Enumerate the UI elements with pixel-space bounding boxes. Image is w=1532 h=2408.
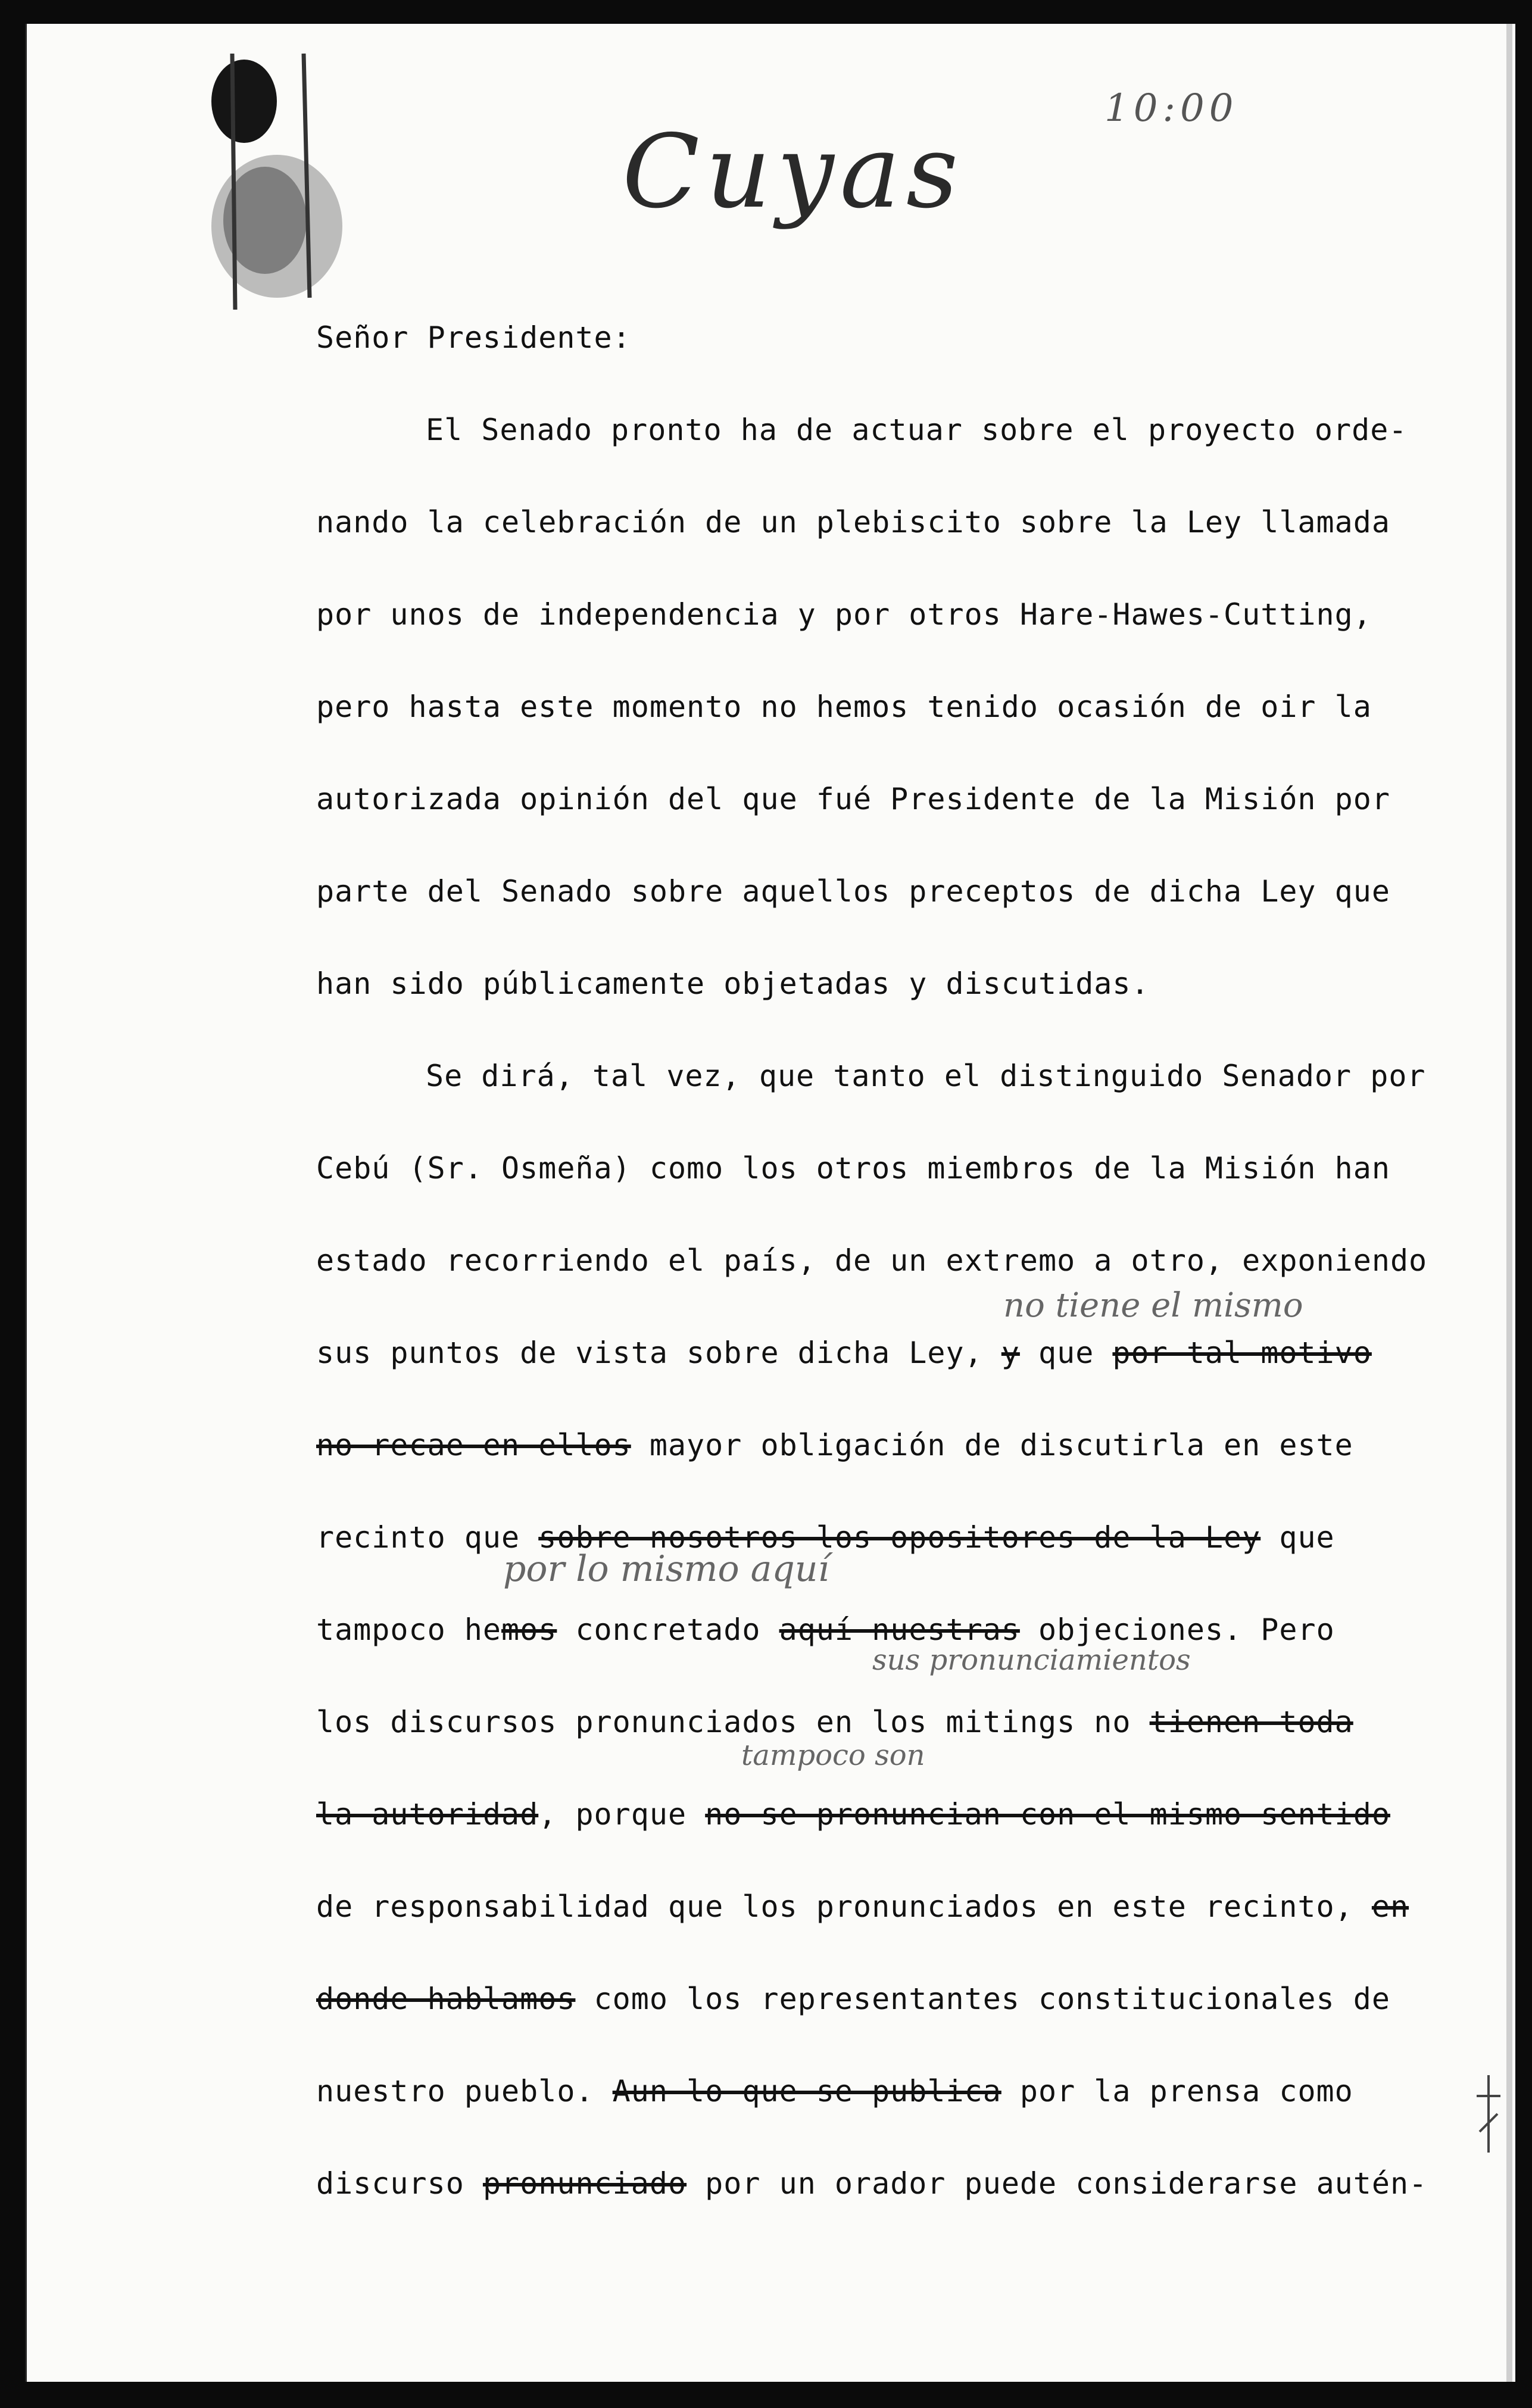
typed-text: han sido públicamente objetadas y discutidas.: [316, 966, 1150, 1001]
typed-text: autorizada opinión del que fué Presidente de la Misión por: [316, 782, 1390, 816]
struck-text: mos: [501, 1612, 557, 1647]
typed-text: Cebú (Sr. Osmeña) como los otros miembros de la Misión han: [316, 1151, 1390, 1186]
typed-text: por unos de independencia y por otros Hare-Hawes-Cutting,: [316, 597, 1372, 632]
text-line: [316, 1399, 1436, 1492]
typed-text: objeciones. Pero: [1019, 1612, 1335, 1647]
struck-text: por tal motivo: [1112, 1336, 1372, 1370]
typed-text: recinto que: [316, 1520, 539, 1555]
text-line: [316, 1307, 1436, 1399]
typed-text: mayor obligación de discutirla en este: [631, 1428, 1353, 1462]
struck-text: no se pronuncian con el mismo sentido: [705, 1797, 1390, 1832]
typed-text: estado recorriendo el país, de un extremo a otro, exponiendo: [316, 1243, 1428, 1278]
text-line: [316, 661, 1436, 753]
typed-text: concretado: [557, 1612, 779, 1647]
typed-letter-body: [316, 292, 1436, 2230]
struck-text: y: [1001, 1336, 1020, 1370]
text-line: [316, 1953, 1436, 2045]
typed-text: Se dirá, tal vez, que tanto el distinguido Senador por: [426, 1059, 1426, 1093]
typed-text: que: [1019, 1336, 1113, 1370]
margin-mark: [1468, 2072, 1509, 2156]
struck-text: en: [1371, 1889, 1409, 1924]
struck-text: pronunciado: [482, 2166, 687, 2201]
struck-text: no recae en ellos: [316, 1428, 631, 1462]
typed-text: nando la celebración de un plebiscito sobre la Ley llamada: [316, 505, 1390, 539]
typed-text: por la prensa como: [1001, 2074, 1353, 2108]
margin-insertion: no tiene el mismo: [1003, 1286, 1303, 1325]
struck-text: donde hablamos: [316, 1982, 576, 2016]
page-edge: [1506, 24, 1512, 2382]
typed-text: sus puntos de vista sobre dicha Ley,: [316, 1336, 1001, 1370]
text-line: [316, 938, 1436, 1030]
margin-insertion: por lo mismo aquí: [503, 1548, 829, 1590]
header-handwriting: Cuyas: [622, 113, 965, 231]
struck-text: la autoridad: [316, 1797, 539, 1832]
text-line: [316, 1584, 1436, 1676]
text-line: [316, 1768, 1436, 1861]
margin-insertion: tampoco son: [741, 1739, 925, 1772]
margin-insertion: sus pronunciamientos: [872, 1643, 1191, 1677]
struck-text: tienen toda: [1149, 1705, 1353, 1739]
text-line: [316, 2138, 1436, 2230]
text-line: [316, 1492, 1436, 1584]
typed-text: por un orador puede considerarse autén-: [687, 2166, 1428, 2201]
text-line: [316, 2045, 1436, 2138]
text-line: [316, 1215, 1436, 1307]
ink-stain: [176, 48, 354, 310]
typed-text: nuestro pueblo.: [316, 2074, 613, 2108]
typed-text: los discursos pronunciados en los mitings no: [316, 1705, 1150, 1739]
typed-text: tampoco he: [316, 1612, 502, 1647]
text-line: [316, 753, 1436, 846]
corner-handwriting: 10:00: [1104, 86, 1238, 130]
text-line: [316, 846, 1436, 938]
typed-text: que: [1260, 1520, 1335, 1555]
typed-text: pero hasta este momento no hemos tenido ocasión de oir la: [316, 690, 1372, 724]
text-line: [316, 1122, 1436, 1215]
typed-text: parte del Senado sobre aquellos preceptos de dicha Ley que: [316, 874, 1390, 909]
text-line: [316, 1861, 1436, 1953]
text-line: [316, 1030, 1436, 1122]
typed-text: , porque: [538, 1797, 706, 1832]
text-line: [316, 1676, 1436, 1768]
typed-text: discurso: [316, 2166, 483, 2201]
paragraphs: [316, 384, 1436, 2230]
document-page: [25, 24, 1515, 2382]
typed-text: de responsabilidad que los pronunciados en este recinto,: [316, 1889, 1372, 1924]
struck-text: Aun lo que se publica: [612, 2074, 1001, 2108]
text-line: [316, 569, 1436, 661]
struck-text: sobre nosotros los opositores de la Ley: [538, 1520, 1261, 1555]
text-line: [316, 384, 1436, 476]
struck-text: aquí nuestras: [779, 1612, 1020, 1647]
salutation: Señor Presidente:: [316, 320, 631, 355]
typed-text: como los representantes constitucionales de: [575, 1982, 1390, 2016]
text-line: [316, 476, 1436, 569]
typed-text: El Senado pronto ha de actuar sobre el proyecto orde-: [426, 413, 1408, 447]
